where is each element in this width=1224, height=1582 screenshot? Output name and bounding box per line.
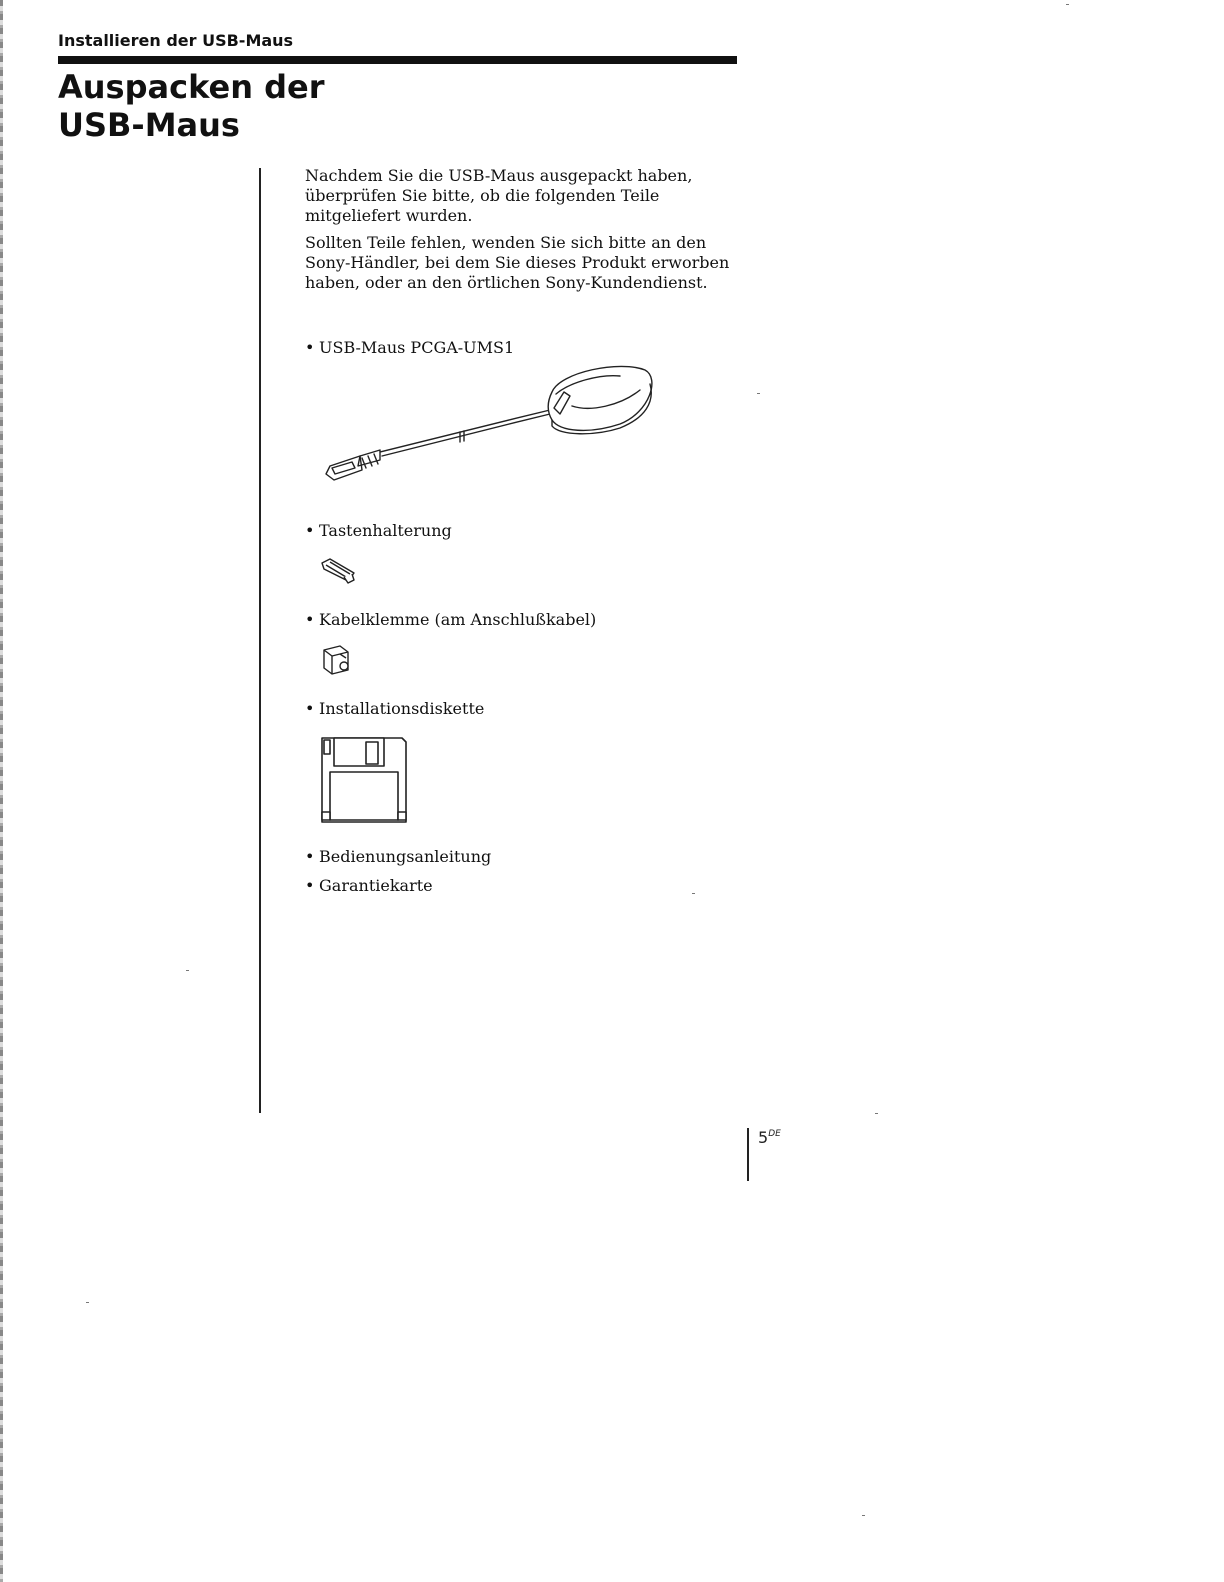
scan-speck [875, 1113, 878, 1114]
section-header: Installieren der USB-Maus [58, 31, 294, 50]
floppy-disk-illustration [320, 736, 410, 824]
text-line: haben, oder an den örtlichen Sony-Kundendienst. [305, 273, 708, 292]
scan-speck [692, 893, 695, 894]
intro-text [305, 166, 745, 300]
scan-speck [862, 1515, 865, 1516]
scan-speck [86, 1302, 89, 1303]
item-label: Tastenhalterung [319, 521, 452, 540]
bullet: • [305, 610, 315, 629]
page-number-value: 5 [758, 1128, 769, 1147]
intro-paragraph-2 [305, 233, 745, 293]
intro-paragraph-1 [305, 166, 745, 226]
bullet: • [305, 699, 315, 718]
list-item [305, 338, 514, 358]
text-line: Nachdem Sie die USB-Maus ausgepackt haben, [305, 166, 693, 185]
item-label: Bedienungsanleitung [319, 847, 492, 866]
item-label: Kabelklemme (am Anschlußkabel) [319, 610, 597, 629]
page-number-suffix: DE [768, 1129, 781, 1139]
text-line: mitgeliefert wurden. [305, 206, 473, 225]
bullet: • [305, 521, 315, 540]
page-number-rule [747, 1128, 749, 1181]
list-item [305, 847, 491, 867]
header-rule [58, 56, 737, 64]
scan-speck [186, 970, 189, 971]
column-rule [259, 168, 261, 1113]
cable-clamp-illustration [320, 644, 352, 678]
scan-speck [1066, 4, 1069, 5]
item-label: Garantiekarte [319, 876, 433, 895]
bullet: • [305, 876, 315, 895]
bullet: • [305, 338, 315, 357]
text-line: überprüfen Sie bitte, ob die folgenden Teile [305, 186, 660, 205]
scan-edge [0, 0, 3, 1582]
title-line-1: Auspacken der [58, 68, 325, 106]
title-line-2: USB-Maus [58, 106, 240, 144]
scan-speck [757, 393, 760, 394]
page-title [58, 68, 325, 144]
button-holder-illustration [318, 557, 358, 585]
text-line: Sollten Teile fehlen, wenden Sie sich bitte an den [305, 233, 707, 252]
text-line: Sony-Händler, bei dem Sie dieses Produkt erworben [305, 253, 730, 272]
list-item [305, 610, 596, 630]
page-number [758, 1128, 781, 1147]
list-item [305, 521, 452, 541]
list-item [305, 876, 433, 896]
item-label: USB-Maus PCGA-UMS1 [319, 338, 515, 357]
list-item [305, 699, 484, 719]
bullet: • [305, 847, 315, 866]
usb-mouse-illustration [320, 362, 660, 487]
item-label: Installationsdiskette [319, 699, 485, 718]
